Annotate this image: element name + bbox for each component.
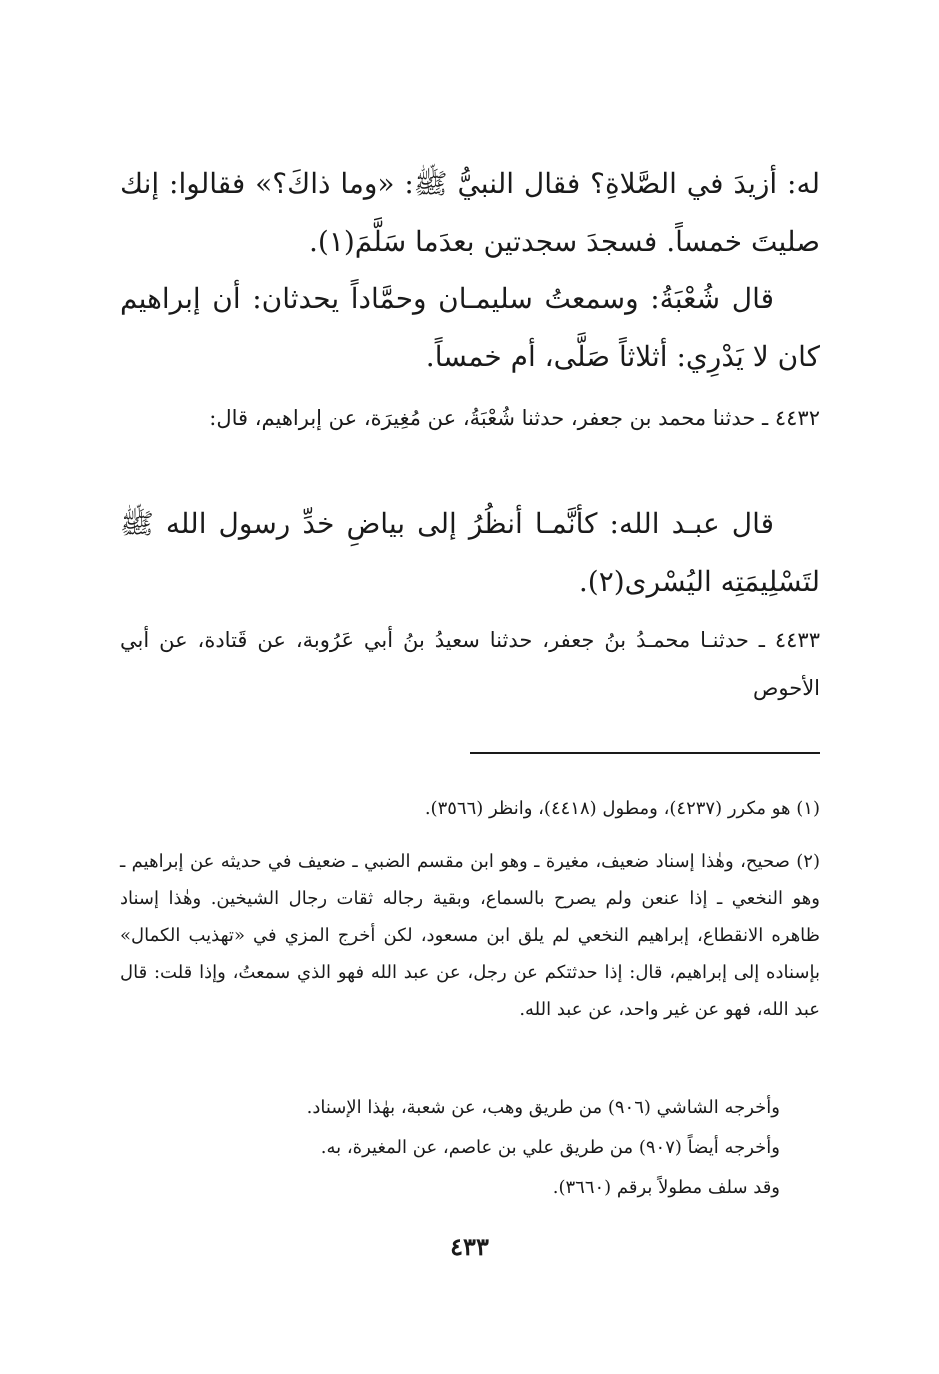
footnote-separator [470,752,820,754]
footnote-2-extra-line-2: وأخرجه أيضاً (٩٠٧) من طريق علي بن عاصم، عن المغيرة، به. [320,1137,780,1158]
footnote-1: (١) هو مكرر (٤٢٣٧)، ومطول (٤٤١٨)، وانظر (٣٥٦٦). [424,798,820,819]
page-number: ٤٣٣ [450,1232,489,1261]
hadith-4433-chain: ٤٤٣٣ ـ حدثنـا محمـدُ بنُ جعفر، حدثنا سعيدُ بنُ أبي عَرُوبة، عن قَتادة، عن أبي الأحوص [120,628,820,700]
hadith-4432-chain: ٤٤٣٢ ـ حدثنا محمد بن جعفر، حدثنا شُعْبَةُ، عن مُغِيرَة، عن إبراهيم، قال: [209,406,820,430]
main-paragraph-1: له: أزيدَ في الصَّلاةِ؟ فقال النبيُّ ﷺ: «وما ذاكَ؟» فقالوا: إنك صليتَ خمساً. فسجدَ سجدتين بعدَما سَلَّمَ(١). [120,167,820,258]
main-paragraph-2: قال شُعْبَةُ: وسمعتُ سليمـان وحمَّاداً يحدثان: أن إبراهيم كان لا يَدْرِي: أثلاثاً صَلَّى، أم خمساً. [120,282,820,373]
footnote-2: (٢) صحيح، وهٰذا إسناد ضعيف، مغيرة ـ وهو ابن مقسم الضبي ـ ضعيف في حديثه عن إبراهيم ـ وهو النخعي ـ إذا عنعن ولم يصرح بالسماع، وبقية رجاله ثقات رجال الشيخين. وهٰذا إسناد ظاهره الانقطاع، إبراهيم النخعي لم يلق ابن مسعود، لكن أخرج المزي في «تهذيب الكمال» بإسناده إلى إبراهيم، قال: إذا حدثتكم عن رجل، عن عبد الله فهو الذي سمعتُ، وإذا قلت: قال عبد الله، فهو عن غير واحد، عن عبد الله. [120,851,820,1020]
footnote-2-extra-line-3: وقد سلف مطولاً برقم (٣٦٦٠). [552,1177,780,1198]
main-paragraph-3: قال عبـد الله: كأنَّمـا أنظُرُ إلى بياضِ خدِّ رسول الله ﷺ لتَسْلِيمَتِه اليُسْرى(٢). [120,507,820,598]
footnote-2-extra-line-1: وأخرجه الشاشي (٩٠٦) من طريق وهب، عن شعبة، بهٰذا الإسناد. [306,1097,780,1118]
